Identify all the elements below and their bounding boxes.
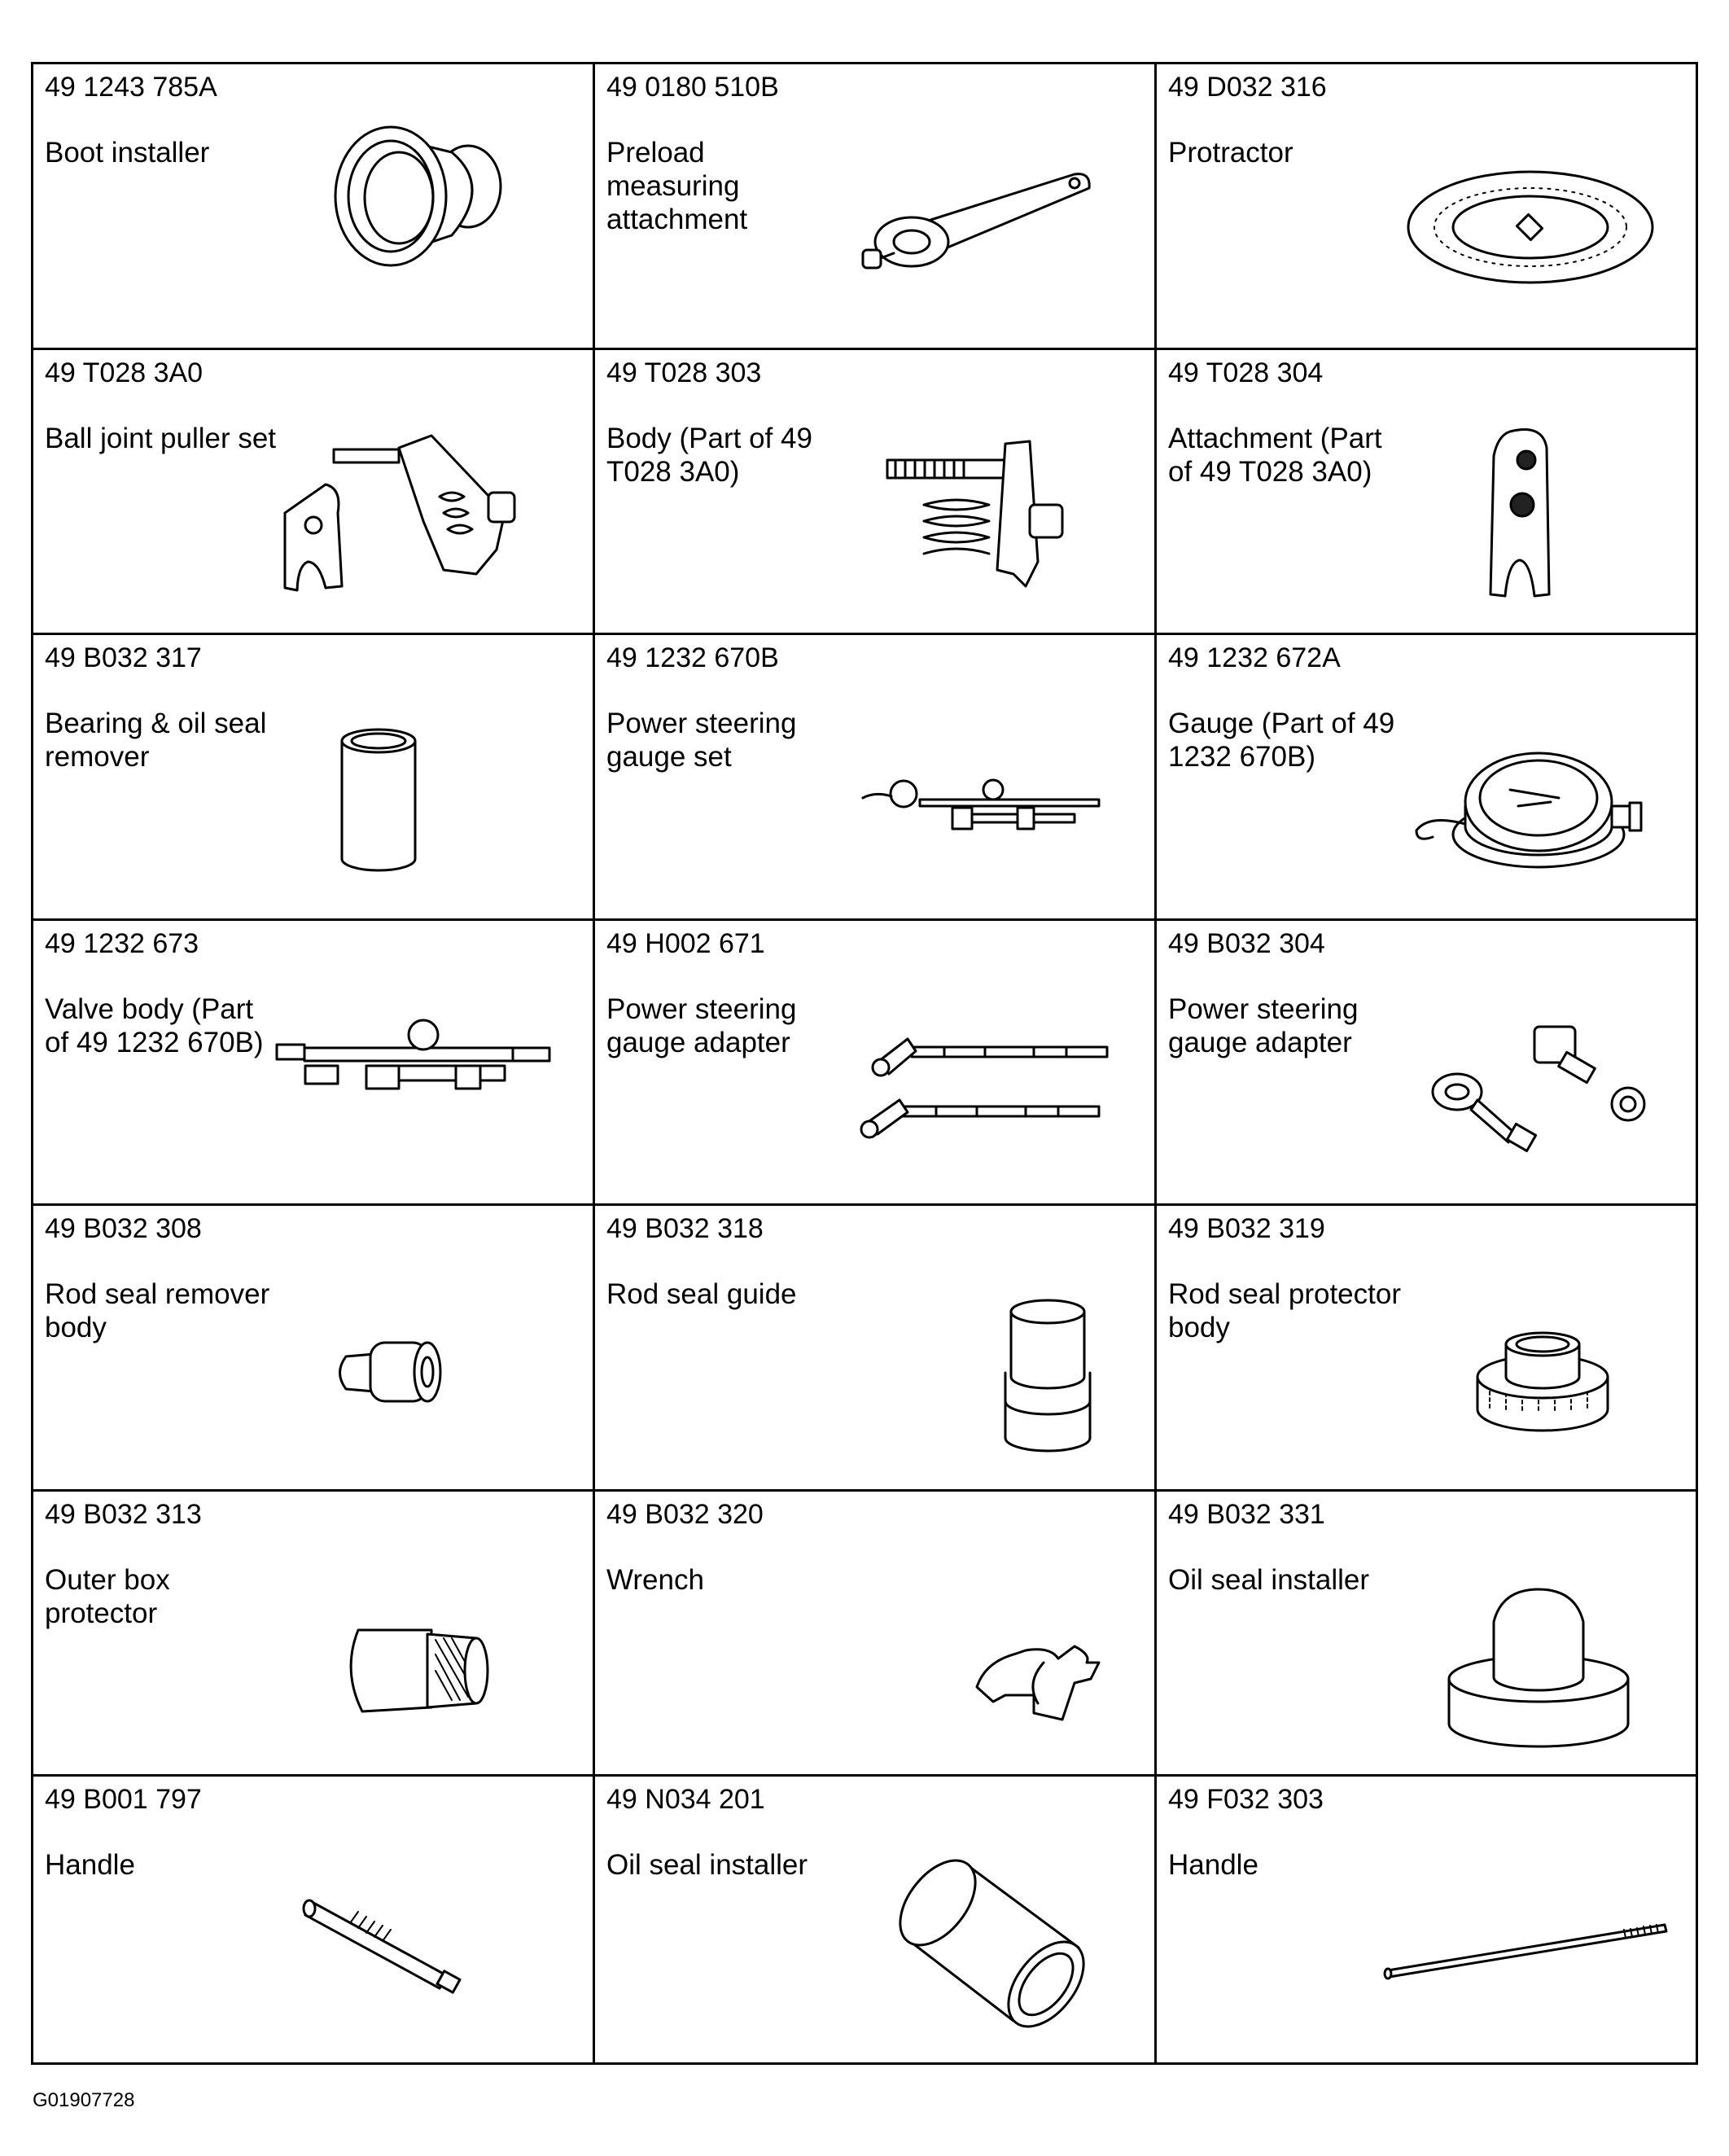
tool-part-number: 49 1243 785A (45, 72, 217, 103)
tool-part-number: 49 B032 313 (45, 1498, 202, 1530)
tool-description: Preload measuring attachment (606, 137, 748, 235)
tool-cell (595, 1492, 1157, 1777)
puller-attachment-icon (1372, 399, 1681, 619)
tool-part-number: 49 B032 308 (45, 1213, 202, 1245)
tool-part-number: 49 T028 304 (1168, 357, 1324, 388)
tool-description: Power steering gauge set (606, 708, 797, 773)
valve-body-icon (269, 970, 578, 1190)
tool-cell (595, 1206, 1157, 1492)
tool-description: Power steering gauge adapter (606, 993, 797, 1058)
oil-seal-installer-sleeve-icon (830, 1825, 1140, 2045)
tool-cell (1157, 1777, 1696, 2062)
tool-description: Handle (1168, 1849, 1258, 1882)
power-steering-gauge-set-icon (830, 684, 1140, 904)
protractor-icon (1372, 113, 1681, 333)
tool-description: Oil seal installer (606, 1849, 808, 1882)
tool-part-number: 49 1232 673 (45, 927, 199, 959)
tool-part-number: 49 B001 797 (45, 1784, 202, 1816)
tool-part-number: 49 D032 316 (1168, 72, 1327, 103)
tool-part-number: 49 B032 319 (1168, 1213, 1325, 1245)
tool-part-number: 49 B032 320 (606, 1498, 764, 1530)
preload-measuring-attachment-icon (830, 113, 1140, 333)
tool-cell (33, 921, 595, 1207)
long-handle-icon (1372, 1825, 1681, 2045)
tool-description: Bearing & oil seal remover (45, 708, 267, 773)
figure-code: G01907728 (33, 2089, 135, 2111)
tool-cell (595, 350, 1157, 636)
tool-cell (33, 350, 595, 636)
pressure-gauge-icon (1372, 684, 1681, 904)
tool-part-number: 49 1232 672A (1168, 642, 1341, 674)
tool-part-number: 49 T028 3A0 (45, 357, 204, 388)
tool-description: Rod seal protector body (1168, 1278, 1401, 1344)
tool-description: Power steering gauge adapter (1168, 993, 1359, 1058)
wrench-icon (830, 1540, 1140, 1760)
tool-cell (1157, 1492, 1696, 1777)
tool-description: Oil seal installer (1168, 1563, 1370, 1596)
tool-part-number: 49 0180 510B (606, 72, 779, 103)
tool-cell (1157, 921, 1696, 1207)
tool-description: Wrench (606, 1563, 704, 1596)
tool-description: Outer box protector (45, 1563, 170, 1629)
tool-description: Rod seal remover body (45, 1278, 270, 1344)
tool-description: Ball joint puller set (45, 422, 277, 454)
tool-part-number: 49 1232 670B (606, 642, 779, 674)
tool-description: Attachment (Part of 49 T028 3A0) (1168, 422, 1382, 488)
puller-body-icon (830, 399, 1140, 619)
short-handle-icon (269, 1825, 578, 2045)
tool-description: Valve body (Part of 49 1232 670B) (45, 993, 264, 1058)
tool-part-number: 49 B032 331 (1168, 1498, 1325, 1530)
tool-cell (1157, 350, 1696, 636)
gauge-adapter-hoses-icon (830, 970, 1140, 1190)
rod-seal-protector-body-icon (1372, 1255, 1681, 1475)
tool-part-number: 49 H002 671 (606, 927, 765, 959)
tool-cell (1157, 64, 1696, 350)
tool-part-number: 49 T028 303 (606, 357, 762, 388)
special-tools-table (31, 62, 1698, 2065)
tool-part-number: 49 N034 201 (606, 1784, 765, 1816)
tool-cell (1157, 635, 1696, 921)
tool-description: Boot installer (45, 137, 210, 169)
tool-cell (33, 1206, 595, 1492)
tool-description: Rod seal guide (606, 1278, 797, 1311)
outer-box-protector-icon (269, 1540, 578, 1760)
tool-cell (595, 635, 1157, 921)
tool-part-number: 49 B032 317 (45, 642, 202, 674)
oil-seal-installer-stepped-icon (1372, 1540, 1681, 1760)
tool-part-number: 49 B032 318 (606, 1213, 764, 1245)
tool-cell (33, 64, 595, 350)
tool-description: Gauge (Part of 49 1232 670B) (1168, 708, 1395, 773)
tool-cell (33, 1777, 595, 2062)
tool-cell (595, 64, 1157, 350)
ball-joint-puller-set-icon (269, 399, 578, 619)
boot-installer-icon (269, 113, 578, 333)
rod-seal-guide-icon (830, 1255, 1140, 1475)
tool-cell (595, 921, 1157, 1207)
tool-cell (33, 1492, 595, 1777)
bearing-oil-seal-remover-icon (269, 684, 578, 904)
tool-description: Protractor (1168, 137, 1293, 169)
tool-description: Handle (45, 1849, 135, 1882)
tool-cell (595, 1777, 1157, 2062)
tool-part-number: 49 F032 303 (1168, 1784, 1324, 1816)
tool-description: Body (Part of 49 T028 3A0) (606, 422, 812, 488)
rod-seal-remover-body-icon (269, 1255, 578, 1475)
tool-cell (1157, 1206, 1696, 1492)
gauge-adapter-fittings-icon (1372, 970, 1681, 1190)
tool-cell (33, 635, 595, 921)
tool-part-number: 49 B032 304 (1168, 927, 1325, 959)
